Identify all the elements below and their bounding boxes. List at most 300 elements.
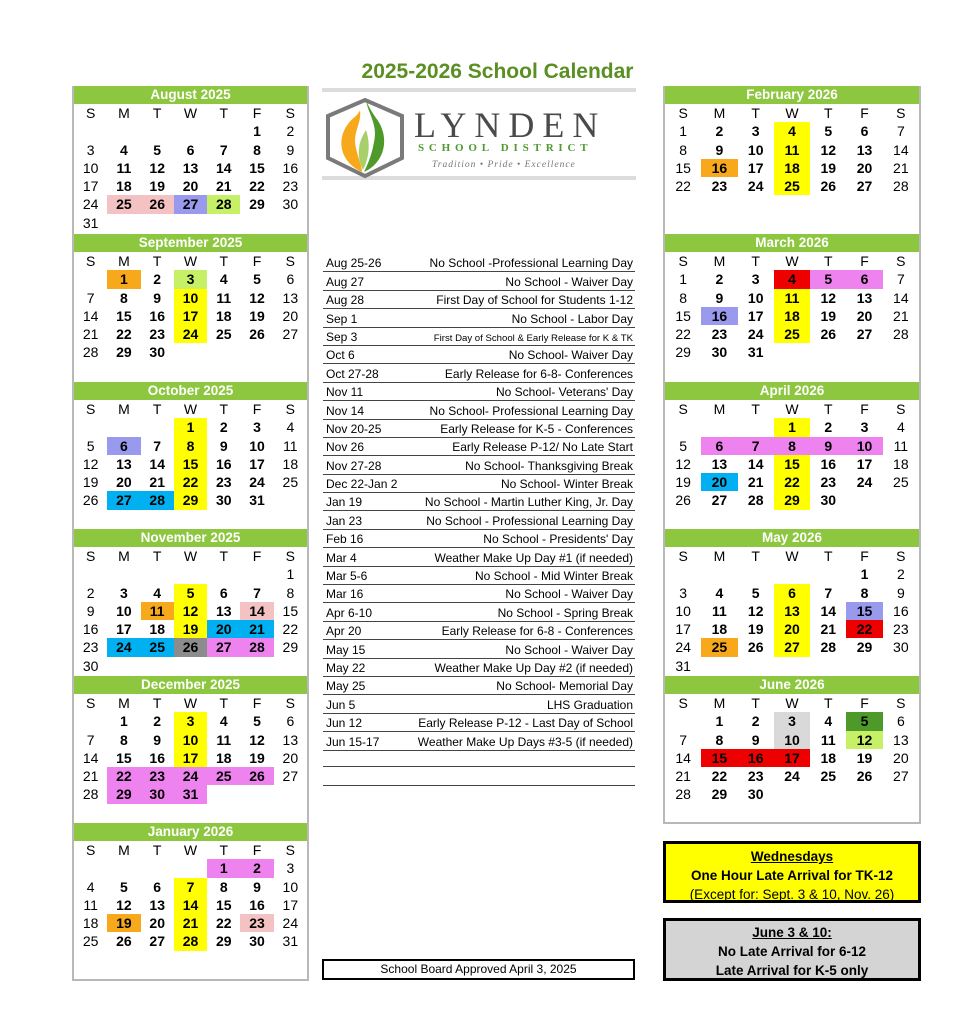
empty-day xyxy=(810,565,846,583)
day-cell: 12 xyxy=(116,896,132,913)
day-cell: 19 xyxy=(820,159,837,176)
wednesdays-note-line2: (Except for: Sept. 3 & 10, Nov. 26) xyxy=(689,887,895,902)
day-cell: 26 xyxy=(141,195,174,213)
day-cell: 21 xyxy=(82,326,99,343)
day-cell: 16 xyxy=(738,749,774,767)
weekday-label: W xyxy=(785,253,799,269)
weekday-label: T xyxy=(751,105,760,121)
event-date: Apr 6-10 xyxy=(326,605,373,620)
day-cell: 25 xyxy=(82,933,99,950)
day-cell: 4 xyxy=(824,713,833,730)
day-cell: 3 xyxy=(286,860,295,877)
event-row xyxy=(323,328,635,346)
day-cell: 25 xyxy=(893,474,909,491)
day-cell: 27 xyxy=(711,492,728,509)
day-cell: 15 xyxy=(675,159,691,176)
empty-day xyxy=(665,565,701,583)
empty-day xyxy=(665,418,701,436)
day-cell: 20 xyxy=(282,307,299,324)
day-cell: 10 xyxy=(774,731,810,749)
day-cell: 9 xyxy=(715,141,724,158)
weekday-label: S xyxy=(678,548,688,564)
event-date: Sep 3 xyxy=(326,329,358,344)
day-cell: 12 xyxy=(249,731,265,748)
weekday-label: M xyxy=(713,548,726,564)
day-cell: 7 xyxy=(896,271,905,288)
day-cell: 27 xyxy=(774,638,810,656)
day-cell: 30 xyxy=(149,344,165,361)
event-description: Weather Make Up Day #2 (if needed) xyxy=(434,660,633,675)
day-cell: 2 xyxy=(86,584,95,601)
day-cell: 21 xyxy=(893,159,909,176)
day-cell: 29 xyxy=(215,933,232,950)
day-cell: 12 xyxy=(820,141,837,158)
day-cell: 20 xyxy=(282,749,299,766)
event-row xyxy=(323,346,635,364)
month-header: May 2026 xyxy=(665,529,919,547)
day-cell: 5 xyxy=(824,123,833,140)
day-cell: 11 xyxy=(216,289,232,306)
day-cell: 25 xyxy=(282,474,299,491)
day-cell: 4 xyxy=(774,270,810,288)
day-cell: 29 xyxy=(711,786,728,803)
weekday-label: T xyxy=(219,105,229,121)
day-cell: 25 xyxy=(774,177,810,195)
day-cell: 8 xyxy=(120,289,128,306)
day-cell: 27 xyxy=(856,178,873,195)
day-cell: 24 xyxy=(174,767,207,785)
weekday-label: M xyxy=(713,253,726,269)
weekday-label: S xyxy=(896,401,906,417)
weekday-label: T xyxy=(152,842,162,858)
day-cell: 14 xyxy=(174,896,207,914)
weekday-label: T xyxy=(219,253,229,269)
empty-day xyxy=(74,418,107,436)
day-cell: 2 xyxy=(715,123,724,140)
day-cell: 17 xyxy=(675,621,691,638)
day-cell: 13 xyxy=(182,159,199,176)
day-cell: 28 xyxy=(747,492,764,509)
event-row xyxy=(323,603,635,621)
day-cell: 1 xyxy=(174,418,207,436)
event-description: No School- Winter Break xyxy=(500,477,633,492)
wednesdays-note-line1: One Hour Late Arrival for TK-12 xyxy=(690,868,894,883)
day-cell: 5 xyxy=(120,878,128,895)
day-cell: 15 xyxy=(174,455,207,473)
day-cell: 7 xyxy=(738,437,774,455)
weekday-label: F xyxy=(252,548,262,564)
day-cell: 23 xyxy=(215,474,232,491)
day-cell: 9 xyxy=(810,437,846,455)
day-cell: 17 xyxy=(174,307,207,325)
day-cell: 11 xyxy=(83,896,98,913)
day-cell: 23 xyxy=(893,621,909,638)
weekday-label: M xyxy=(118,105,130,121)
day-cell: 6 xyxy=(286,271,295,288)
day-cell: 4 xyxy=(86,878,95,895)
day-cell: 31 xyxy=(174,785,207,803)
event-row xyxy=(323,309,635,327)
event-row xyxy=(323,659,635,677)
day-cell: 8 xyxy=(679,141,688,158)
day-cell: 18 xyxy=(774,307,810,325)
day-cell: 2 xyxy=(824,419,833,436)
month-header: December 2025 xyxy=(74,676,307,694)
day-cell: 16 xyxy=(82,621,99,638)
month-grid xyxy=(74,400,307,510)
event-description: Weather Make Up Day #1 (if needed) xyxy=(434,550,633,565)
event-row xyxy=(323,493,635,511)
day-cell: 15 xyxy=(116,307,132,324)
day-cell: 28 xyxy=(82,344,99,361)
day-cell: 22 xyxy=(846,620,882,638)
day-cell: 28 xyxy=(82,786,99,803)
wednesdays-note xyxy=(663,841,921,903)
day-cell: 11 xyxy=(712,602,727,619)
blank-line xyxy=(323,766,635,767)
empty-day xyxy=(174,859,207,877)
event-description: No School- Professional Learning Day xyxy=(429,403,633,418)
month-header: August 2025 xyxy=(74,86,307,104)
day-cell: 18 xyxy=(215,307,232,324)
weekday-label: M xyxy=(713,105,726,121)
empty-day xyxy=(701,418,737,436)
event-description: Early Release P-12 - Last Day of School xyxy=(418,716,633,731)
event-row xyxy=(323,364,635,382)
day-cell: 7 xyxy=(219,141,228,158)
weekday-label: F xyxy=(860,548,869,564)
day-cell: 12 xyxy=(174,602,207,620)
event-row xyxy=(323,511,635,529)
event-description: No School - Waiver Day xyxy=(505,642,633,657)
day-cell: 4 xyxy=(715,584,724,601)
weekday-label: S xyxy=(285,695,296,711)
empty-day xyxy=(174,122,207,140)
weekday-label: M xyxy=(118,401,130,417)
day-cell: 30 xyxy=(215,492,232,509)
day-cell: 23 xyxy=(711,178,728,195)
weekday-label: S xyxy=(285,548,296,564)
day-cell: 5 xyxy=(253,271,261,288)
day-cell: 12 xyxy=(820,289,837,306)
empty-day xyxy=(107,565,140,583)
empty-day xyxy=(74,712,107,730)
weekday-label: T xyxy=(824,695,833,711)
day-cell: 5 xyxy=(153,141,162,158)
day-cell: 7 xyxy=(896,123,905,140)
weekday-label: S xyxy=(85,548,96,564)
event-date: Dec 22-Jan 2 xyxy=(326,477,398,492)
empty-day xyxy=(74,270,107,288)
day-cell: 22 xyxy=(215,915,232,932)
weekday-label: T xyxy=(219,401,229,417)
event-row xyxy=(323,567,635,585)
weekday-label: S xyxy=(896,548,906,564)
weekday-label: W xyxy=(183,695,198,711)
day-cell: 2 xyxy=(896,566,905,583)
day-cell: 18 xyxy=(282,455,299,472)
day-cell: 20 xyxy=(856,307,873,324)
event-description: No School -Professional Learning Day xyxy=(429,256,633,271)
day-cell: 3 xyxy=(253,419,261,436)
day-cell: 10 xyxy=(747,141,764,158)
day-cell: 4 xyxy=(774,122,810,140)
day-cell: 28 xyxy=(240,638,273,656)
day-cell: 7 xyxy=(86,289,95,306)
event-description: No School - Waiver Day xyxy=(505,274,633,289)
day-cell: 15 xyxy=(116,749,132,766)
weekday-label: W xyxy=(785,105,799,121)
day-cell: 24 xyxy=(282,915,299,932)
day-cell: 15 xyxy=(701,749,737,767)
blank-line xyxy=(323,785,635,786)
day-cell: 10 xyxy=(846,437,882,455)
day-cell: 29 xyxy=(675,344,691,361)
month-grid xyxy=(74,694,307,804)
day-cell: 30 xyxy=(282,196,299,213)
day-cell: 11 xyxy=(216,731,232,748)
weekday-label: T xyxy=(824,105,833,121)
day-cell: 25 xyxy=(107,195,140,213)
day-cell: 26 xyxy=(675,492,691,509)
event-date: Nov 27-28 xyxy=(326,458,382,473)
day-cell: 7 xyxy=(679,731,688,748)
day-cell: 20 xyxy=(856,159,873,176)
day-cell: 9 xyxy=(153,731,162,748)
event-date: Oct 27-28 xyxy=(326,366,379,381)
day-cell: 30 xyxy=(82,657,99,674)
empty-day xyxy=(107,122,140,140)
month-grid xyxy=(665,694,919,804)
day-cell: 19 xyxy=(174,620,207,638)
day-cell: 23 xyxy=(282,178,299,195)
events-list xyxy=(323,254,635,751)
day-cell: 14 xyxy=(820,602,837,619)
weekday-label: T xyxy=(152,695,162,711)
day-cell: 16 xyxy=(701,307,737,325)
month-header: June 2026 xyxy=(665,676,919,694)
weekday-label: F xyxy=(860,401,869,417)
day-cell: 4 xyxy=(896,419,905,436)
weekday-label: W xyxy=(183,401,198,417)
weekday-label: F xyxy=(252,253,262,269)
day-cell: 30 xyxy=(893,639,909,656)
event-row xyxy=(323,254,635,272)
month-grid xyxy=(665,104,919,195)
month-grid xyxy=(74,252,307,362)
empty-day xyxy=(141,418,174,436)
event-date: Aug 27 xyxy=(326,274,365,289)
event-description: No School- Waiver Day xyxy=(508,348,633,363)
day-cell: 19 xyxy=(249,307,265,324)
empty-day xyxy=(701,565,737,583)
weekday-label: T xyxy=(152,401,162,417)
day-cell: 4 xyxy=(120,141,128,158)
weekday-label: S xyxy=(285,253,296,269)
day-cell: 25 xyxy=(774,325,810,343)
day-cell: 22 xyxy=(711,768,728,785)
event-row xyxy=(323,714,635,732)
weekday-label: W xyxy=(785,401,799,417)
weekday-label: W xyxy=(183,105,198,121)
day-cell: 19 xyxy=(820,307,837,324)
weekday-label: F xyxy=(252,842,262,858)
day-cell: 26 xyxy=(249,326,265,343)
event-description: Weather Make Up Days #3-5 (if needed) xyxy=(417,734,633,749)
day-cell: 29 xyxy=(174,491,207,509)
day-cell: 28 xyxy=(141,491,174,509)
day-cell: 22 xyxy=(107,767,140,785)
day-cell: 8 xyxy=(679,289,688,306)
day-cell: 3 xyxy=(120,584,128,601)
event-date: Jun 15-17 xyxy=(326,734,380,749)
event-row xyxy=(323,475,635,493)
day-cell: 16 xyxy=(249,896,265,913)
event-date: May 22 xyxy=(326,660,366,675)
event-date: May 25 xyxy=(326,679,366,694)
weekday-label: T xyxy=(152,253,162,269)
empty-day xyxy=(141,122,174,140)
month-block xyxy=(74,823,307,951)
day-cell: 6 xyxy=(107,437,140,455)
event-description: Early Release P-12/ No Late Start xyxy=(452,440,633,455)
event-row xyxy=(323,585,635,603)
day-cell: 10 xyxy=(174,289,207,307)
day-cell: 19 xyxy=(747,621,764,638)
day-cell: 12 xyxy=(675,455,691,472)
day-cell: 29 xyxy=(856,639,873,656)
day-cell: 15 xyxy=(675,307,691,324)
day-cell: 18 xyxy=(893,455,909,472)
weekday-label: T xyxy=(751,695,760,711)
day-cell: 19 xyxy=(82,474,99,491)
month-header: November 2025 xyxy=(74,529,307,547)
empty-day xyxy=(665,712,701,730)
day-cell: 4 xyxy=(219,713,228,730)
weekday-label: S xyxy=(85,695,96,711)
weekday-label: S xyxy=(678,105,688,121)
event-date: Jan 19 xyxy=(326,495,363,510)
day-cell: 9 xyxy=(751,731,760,748)
day-cell: 31 xyxy=(82,214,99,231)
month-grid xyxy=(74,547,307,675)
day-cell: 26 xyxy=(820,326,837,343)
event-row xyxy=(323,272,635,290)
day-cell: 1 xyxy=(120,713,128,730)
day-cell: 10 xyxy=(116,602,132,619)
day-cell: 14 xyxy=(675,749,691,766)
day-cell: 21 xyxy=(215,178,232,195)
day-cell: 5 xyxy=(810,270,846,288)
day-cell: 31 xyxy=(675,657,691,674)
page-title: 2025-2026 School Calendar xyxy=(361,60,634,83)
weekday-label: F xyxy=(860,253,869,269)
day-cell: 13 xyxy=(711,455,728,472)
day-cell: 20 xyxy=(893,749,909,766)
day-cell: 5 xyxy=(846,712,882,730)
day-cell: 17 xyxy=(116,621,132,638)
event-date: Jun 5 xyxy=(326,697,356,712)
day-cell: 21 xyxy=(675,768,691,785)
day-cell: 30 xyxy=(249,933,265,950)
weekday-label: T xyxy=(824,548,833,564)
day-cell: 14 xyxy=(893,141,909,158)
event-description: No School - Mid Winter Break xyxy=(474,569,633,584)
event-row xyxy=(323,640,635,658)
weekday-label: M xyxy=(118,842,130,858)
day-cell: 1 xyxy=(715,713,724,730)
day-cell: 22 xyxy=(116,326,132,343)
event-date: Mar 4 xyxy=(326,550,357,565)
day-cell: 27 xyxy=(149,933,165,950)
weekday-label: M xyxy=(713,695,726,711)
day-cell: 7 xyxy=(824,584,833,601)
day-cell: 9 xyxy=(896,584,905,601)
day-cell: 18 xyxy=(82,915,99,932)
day-cell: 12 xyxy=(846,731,882,749)
day-cell: 19 xyxy=(675,474,691,491)
day-cell: 20 xyxy=(701,473,737,491)
day-cell: 22 xyxy=(675,326,691,343)
day-cell: 8 xyxy=(860,584,869,601)
day-cell: 29 xyxy=(107,785,140,803)
day-cell: 24 xyxy=(675,639,691,656)
weekday-label: T xyxy=(219,548,229,564)
day-cell: 2 xyxy=(153,713,162,730)
month-block xyxy=(665,382,919,510)
day-cell: 20 xyxy=(116,474,132,491)
day-cell: 12 xyxy=(747,602,764,619)
day-cell: 7 xyxy=(174,878,207,896)
weekday-label: T xyxy=(219,842,229,858)
day-cell: 21 xyxy=(174,914,207,932)
day-cell: 9 xyxy=(153,289,162,306)
day-cell: 10 xyxy=(747,289,764,306)
weekday-label: W xyxy=(785,548,799,564)
day-cell: 27 xyxy=(174,195,207,213)
day-cell: 3 xyxy=(860,419,869,436)
day-cell: 10 xyxy=(174,731,207,749)
month-block xyxy=(74,86,307,232)
day-cell: 22 xyxy=(249,178,265,195)
event-date: Aug 25-26 xyxy=(326,256,382,271)
day-cell: 23 xyxy=(820,474,837,491)
day-cell: 18 xyxy=(820,749,837,766)
event-row xyxy=(323,456,635,474)
event-row xyxy=(323,622,635,640)
day-cell: 13 xyxy=(149,896,165,913)
day-cell: 25 xyxy=(820,768,837,785)
day-cell: 16 xyxy=(893,602,909,619)
event-description: Early Release for 6-8- Conferences xyxy=(444,366,633,381)
day-cell: 17 xyxy=(747,159,764,176)
day-cell: 6 xyxy=(774,584,810,602)
day-cell: 31 xyxy=(249,492,265,509)
day-cell: 11 xyxy=(820,731,836,748)
day-cell: 28 xyxy=(893,178,909,195)
day-cell: 11 xyxy=(774,289,810,307)
event-description: No School - Martin Luther King, Jr. Day xyxy=(424,495,633,510)
day-cell: 14 xyxy=(82,749,99,766)
empty-day xyxy=(107,418,140,436)
day-cell: 27 xyxy=(282,326,299,343)
month-grid xyxy=(665,400,919,510)
day-cell: 17 xyxy=(82,178,99,195)
day-cell: 22 xyxy=(282,621,299,638)
day-cell: 13 xyxy=(856,141,873,158)
day-cell: 8 xyxy=(174,437,207,455)
day-cell: 10 xyxy=(82,159,99,176)
